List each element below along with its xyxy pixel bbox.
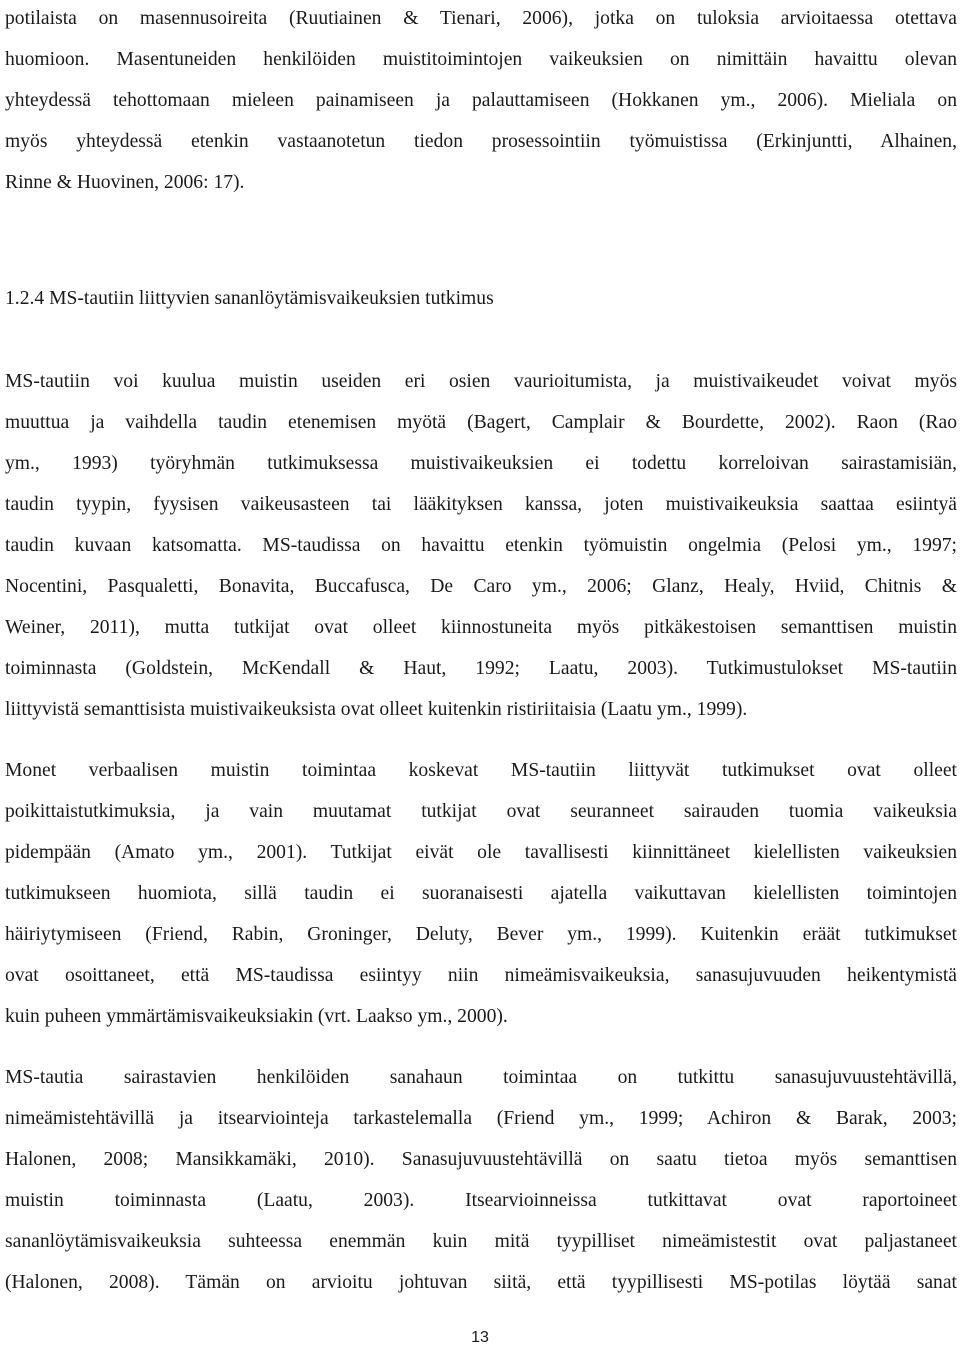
text-line: pidempään (Amato ym., 2001). Tutkijat eivät ole tavallisesti kiinnittäneet kielellisten vaikeuksien [5, 842, 957, 863]
text-line: MS-tautiin voi kuulua muistin useiden eri osien vaurioitumista, ja muistivaikeudet voivat myös [5, 371, 957, 392]
paragraph-3 [5, 1057, 957, 1303]
paragraph-2 [5, 750, 957, 1037]
text-line: taudin tyypin, fyysisen vaikeusasteen tai lääkityksen kanssa, joten muistivaikeuksia saattaa esiintyä [5, 494, 957, 515]
text-line: huomioon. Masentuneiden henkilöiden muistitoimintojen vaikeuksien on nimittäin havaittu olevan [5, 49, 957, 70]
section-heading [5, 278, 957, 319]
text-line: toiminnasta (Goldstein, McKendall & Haut, 1992; Laatu, 2003). Tutkimustulokset MS-tautiin [5, 658, 957, 679]
text-line: MS-tautia sairastavien henkilöiden sanahaun toimintaa on tutkittu sanasujuvuustehtävillä, [5, 1067, 957, 1088]
text-line: tutkimukseen huomiota, sillä taudin ei suoranaisesti ajatella vaikuttavan kielellisten toimintojen [5, 883, 957, 904]
text-line: taudin kuvaan katsomatta. MS-taudissa on havaittu etenkin työmuistin ongelmia (Pelosi ym., 1997; [5, 535, 957, 556]
text-line: Weiner, 2011), mutta tutkijat ovat olleet kiinnostuneita myös pitkäkestoisen semanttisen muistin [5, 617, 957, 638]
text-line: Rinne & Huovinen, 2006: 17). [5, 172, 245, 193]
paragraph-1 [5, 361, 957, 730]
text-line: potilaista on masennusoireita (Ruutiainen & Tienari, 2006), jotka on tuloksia arvioitaessa otettava [5, 8, 957, 29]
text-line: poikittaistutkimuksia, ja vain muutamat tutkijat ovat seuranneet sairauden tuomia vaikeuksia [5, 801, 957, 822]
heading-text: 1.2.4 MS-tautiin liittyvien sananlöytämisvaikeuksien tutkimus [5, 288, 494, 309]
text-line: kuin puheen ymmärtämisvaikeuksiakin (vrt. Laakso ym., 2000). [5, 1006, 508, 1027]
page-number: 13 [471, 1329, 489, 1346]
text-line: yhteydessä tehottomaan mieleen painamiseen ja palauttamiseen (Hokkanen ym., 2006). Mieliala on [5, 90, 957, 111]
text-line: ovat osoittaneet, että MS-taudissa esiintyy niin nimeämisvaikeuksia, sanasujuvuuden heikentymistä [5, 965, 957, 986]
text-line: myös yhteydessä etenkin vastaanotetun tiedon prosessointiin työmuistissa (Erkinjuntti, Alhainen, [5, 131, 957, 152]
text-line: Monet verbaalisen muistin toimintaa koskevat MS-tautiin liittyvät tutkimukset ovat olleet [5, 760, 957, 781]
text-line: Halonen, 2008; Mansikkamäki, 2010). Sanasujuvuustehtävillä on saatu tietoa myös semanttisen [5, 1149, 957, 1170]
text-line: Nocentini, Pasqualetti, Bonavita, Buccafusca, De Caro ym., 2006; Glanz, Healy, Hviid, Chitnis & [5, 576, 957, 597]
text-line: muuttua ja vaihdella taudin etenemisen myötä (Bagert, Camplair & Bourdette, 2002). Raon (Rao [5, 412, 957, 433]
text-line: häiriytymiseen (Friend, Rabin, Groninger, Deluty, Bever ym., 1999). Kuitenkin eräät tutkimukset [5, 924, 957, 945]
text-line: sananlöytämisvaikeuksia suhteessa enemmän kuin mitä tyypilliset nimeämistestit ovat paljastaneet [5, 1231, 957, 1252]
text-line: nimeämistehtävillä ja itsearviointeja tarkastelemalla (Friend ym., 1999; Achiron & Barak, 2003; [5, 1108, 957, 1129]
text-line: (Halonen, 2008). Tämän on arvioitu johtuvan siitä, että tyypillisesti MS-potilas löytää sanat [5, 1272, 957, 1293]
text-line: muistin toiminnasta (Laatu, 2003). Itsearvioinneissa tutkittavat ovat raportoineet [5, 1190, 957, 1211]
text-line: liittyvistä semanttisista muistivaikeuksista ovat olleet kuitenkin ristiriitaisia (Laatu ym., 1999). [5, 699, 748, 720]
text-line: ym., 1993) työryhmän tutkimuksessa muistivaikeuksien ei todettu korreloivan sairastamisiän, [5, 453, 957, 474]
paragraph-intro [5, 0, 957, 203]
